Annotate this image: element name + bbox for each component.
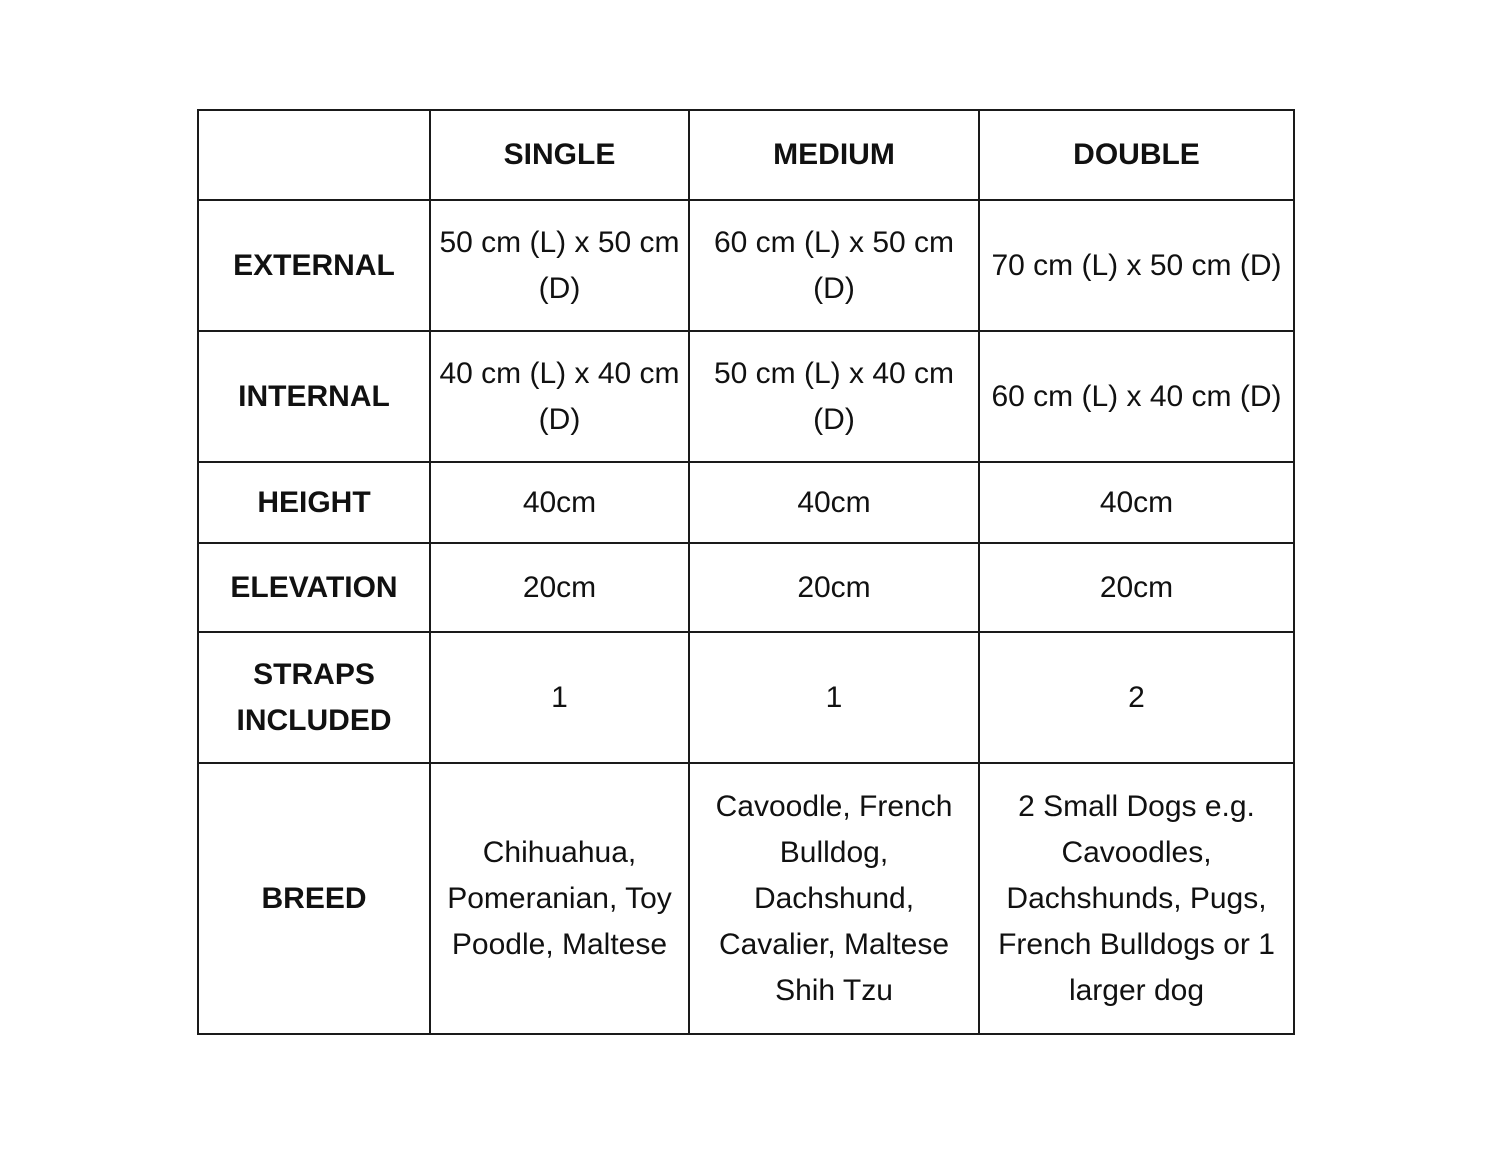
- row-label-internal: INTERNAL: [198, 331, 430, 462]
- cell-breed-medium: Cavoodle, French Bulldog, Dachshund, Cavalier, Maltese Shih Tzu: [689, 763, 979, 1034]
- table-row-straps: [198, 632, 1294, 763]
- row-label-elevation: ELEVATION: [198, 543, 430, 632]
- cell-height-medium: 40cm: [689, 462, 979, 543]
- size-comparison-table: [197, 109, 1295, 1035]
- cell-internal-double: 60 cm (L) x 40 cm (D): [979, 331, 1294, 462]
- cell-external-double: 70 cm (L) x 50 cm (D): [979, 200, 1294, 331]
- row-label-height: HEIGHT: [198, 462, 430, 543]
- cell-breed-single: Chihuahua, Pomeranian, Toy Poodle, Maltese: [430, 763, 689, 1034]
- cell-height-double: 40cm: [979, 462, 1294, 543]
- table-row-external: [198, 200, 1294, 331]
- row-label-breed: BREED: [198, 763, 430, 1034]
- cell-straps-medium: 1: [689, 632, 979, 763]
- cell-internal-single: 40 cm (L) x 40 cm (D): [430, 331, 689, 462]
- cell-internal-medium: 50 cm (L) x 40 cm (D): [689, 331, 979, 462]
- header-double: DOUBLE: [979, 110, 1294, 200]
- header-empty-cell: [198, 110, 430, 200]
- cell-straps-single: 1: [430, 632, 689, 763]
- table-row-internal: [198, 331, 1294, 462]
- cell-height-single: 40cm: [430, 462, 689, 543]
- row-label-straps: STRAPS INCLUDED: [198, 632, 430, 763]
- table-row-elevation: [198, 543, 1294, 632]
- cell-elevation-medium: 20cm: [689, 543, 979, 632]
- table-row-height: [198, 462, 1294, 543]
- cell-breed-double: 2 Small Dogs e.g. Cavoodles, Dachshunds, Pugs, French Bulldogs or 1 larger dog: [979, 763, 1294, 1034]
- cell-external-medium: 60 cm (L) x 50 cm (D): [689, 200, 979, 331]
- header-medium: MEDIUM: [689, 110, 979, 200]
- cell-straps-double: 2: [979, 632, 1294, 763]
- cell-elevation-single: 20cm: [430, 543, 689, 632]
- table-header-row: [198, 110, 1294, 200]
- table-row-breed: [198, 763, 1294, 1034]
- header-single: SINGLE: [430, 110, 689, 200]
- cell-external-single: 50 cm (L) x 50 cm (D): [430, 200, 689, 331]
- row-label-external: EXTERNAL: [198, 200, 430, 331]
- cell-elevation-double: 20cm: [979, 543, 1294, 632]
